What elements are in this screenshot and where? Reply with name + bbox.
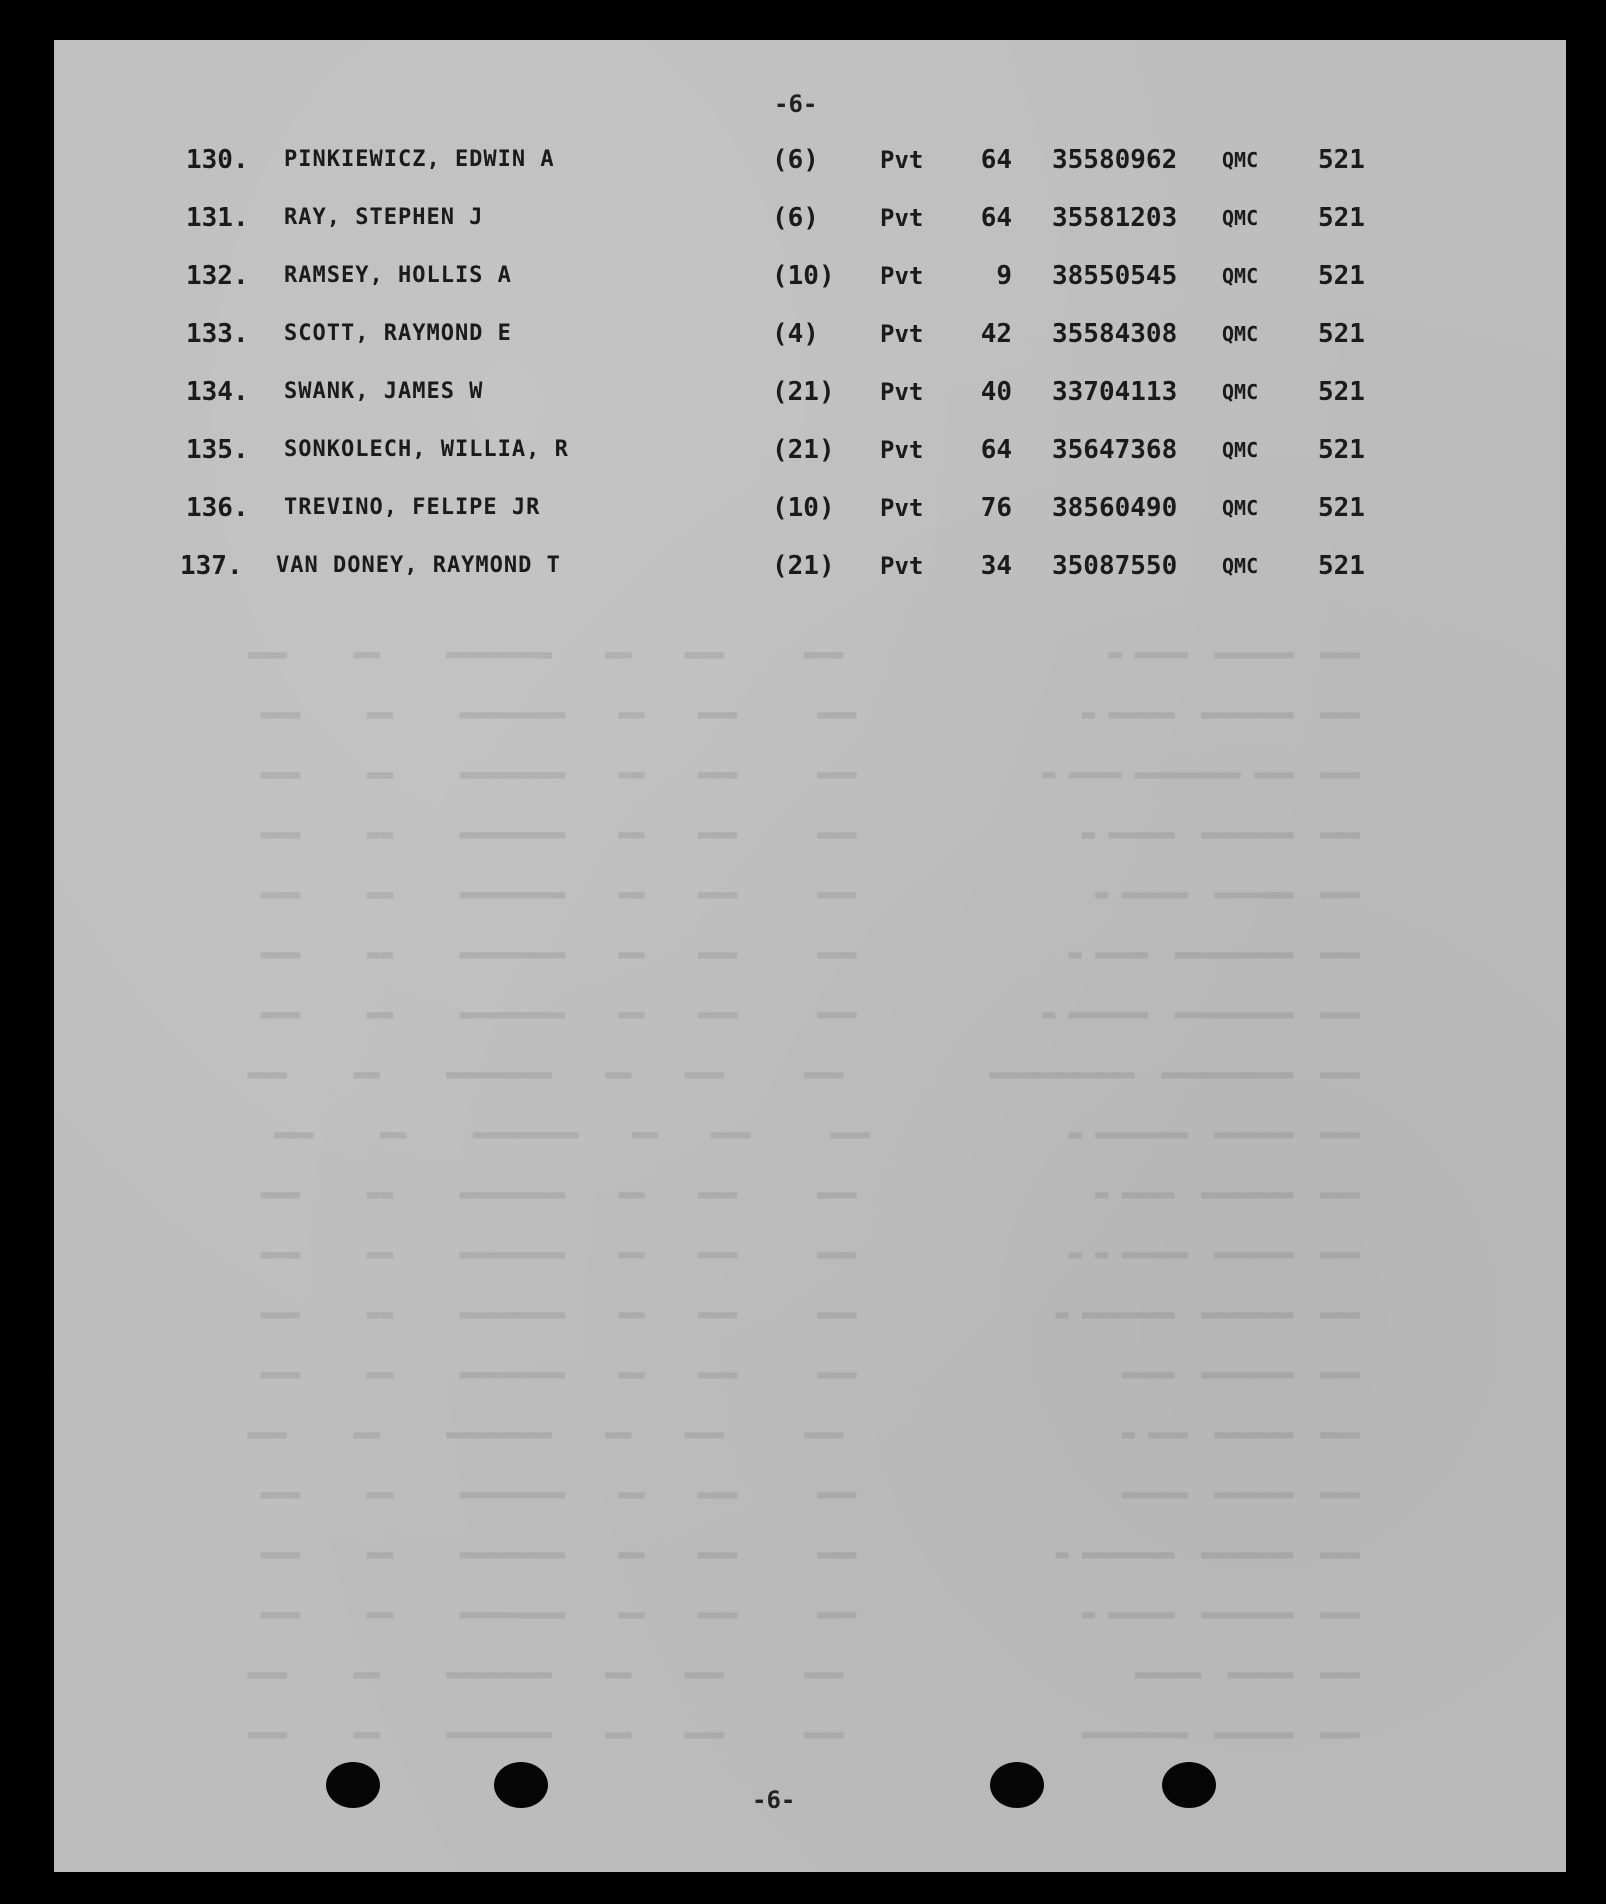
soldier-name: SCOTT, RAYMOND E — [284, 321, 512, 346]
row-number: 136. — [186, 493, 249, 523]
code: (10) — [772, 493, 835, 523]
table-row — [0, 430, 1606, 470]
table-row — [0, 546, 1606, 586]
number-field: 42 — [980, 319, 1012, 349]
row-number: 133. — [186, 319, 249, 349]
row-number: 137. — [180, 551, 243, 581]
soldier-name: PINKIEWICZ, EDWIN A — [284, 147, 555, 172]
code: (6) — [772, 145, 819, 175]
arm-of-service: QMC — [1222, 264, 1259, 288]
number-field: 64 — [980, 203, 1012, 233]
bleed-through-texture: ▬▬▬ ▬▬▬▬▬▬▬ ▬▬▬▬▬ ▬ ▬▬▬ ▬▬▬ ▬▬ ▬▬▬▬▬▬▬▬ ▬▬ ▬▬▬ — [260, 702, 1360, 727]
serial-number: 38560490 — [1052, 493, 1178, 523]
unit-number: 521 — [1318, 319, 1365, 349]
soldier-name: VAN DONEY, RAYMOND T — [276, 553, 561, 578]
grade: Pvt — [880, 494, 924, 522]
unit-number: 521 — [1318, 261, 1365, 291]
unit-number: 521 — [1318, 551, 1365, 581]
bleed-through-texture: ▬▬▬ ▬▬▬▬▬▬▬▬▬ ▬▬▬▬ ▬ ▬▬▬ ▬▬▬ ▬▬ ▬▬▬▬▬▬▬▬ ▬▬ ▬▬▬ — [260, 942, 1360, 967]
arm-of-service: QMC — [1222, 148, 1259, 172]
serial-number: 35580962 — [1052, 145, 1178, 175]
row-number: 130. — [186, 145, 249, 175]
row-number: 131. — [186, 203, 249, 233]
number-field: 64 — [980, 435, 1012, 465]
number-field: 64 — [980, 145, 1012, 175]
arm-of-service: QMC — [1222, 438, 1259, 462]
bleed-through-texture: ▬▬▬ ▬▬▬▬▬▬ ▬▬▬▬▬▬▬ ▬ ▬▬▬ ▬▬▬ ▬▬ ▬▬▬▬▬▬▬▬ ▬▬ ▬▬▬ — [273, 1122, 1360, 1147]
unit-number: 521 — [1318, 203, 1365, 233]
page-number-top: -6- — [774, 90, 818, 118]
soldier-name: SONKOLECH, WILLIA, R — [284, 437, 569, 462]
soldier-name: RAY, STEPHEN J — [284, 205, 484, 230]
soldier-name: TREVINO, FELIPE JR — [284, 495, 541, 520]
serial-number: 38550545 — [1052, 261, 1178, 291]
grade: Pvt — [880, 262, 924, 290]
soldier-name: RAMSEY, HOLLIS A — [284, 263, 512, 288]
grade: Pvt — [880, 204, 924, 232]
row-number: 134. — [186, 377, 249, 407]
grade: Pvt — [880, 320, 924, 348]
bleed-through-texture: ▬▬▬ ▬▬▬▬▬▬▬ ▬▬▬▬ ▬ ▬▬▬ ▬▬▬ ▬▬ ▬▬▬▬▬▬▬▬ ▬▬ ▬▬▬ — [260, 1182, 1360, 1207]
bleed-through-texture: ▬▬▬ ▬▬▬▬▬▬▬ ▬▬▬▬ ▬▬▬ ▬▬▬ ▬▬ ▬▬▬▬▬▬▬▬ ▬▬ ▬▬▬ — [260, 1362, 1360, 1387]
number-field: 76 — [980, 493, 1012, 523]
code: (21) — [772, 551, 835, 581]
serial-number: 35581203 — [1052, 203, 1178, 233]
bleed-through-texture: ▬▬▬ ▬▬▬▬▬▬ ▬▬▬▬▬ ▬ ▬▬▬ ▬▬▬ ▬▬ ▬▬▬▬▬▬▬▬ ▬▬ ▬▬▬ — [260, 882, 1360, 907]
serial-number: 35584308 — [1052, 319, 1178, 349]
table-row — [0, 314, 1606, 354]
arm-of-service: QMC — [1222, 554, 1259, 578]
serial-number: 35647368 — [1052, 435, 1178, 465]
bleed-through-texture: ▬▬▬ ▬▬▬▬▬▬▬ ▬▬▬▬▬▬▬ ▬ ▬▬▬ ▬▬▬ ▬▬ ▬▬▬▬▬▬▬▬ ▬▬ ▬▬▬ — [260, 1542, 1360, 1567]
bleed-through-texture: ▬▬▬ ▬▬▬▬▬ ▬▬▬▬▬ ▬▬▬ ▬▬▬ ▬▬ ▬▬▬▬▬▬▬▬ ▬▬ ▬▬▬ — [247, 1662, 1360, 1687]
code: (21) — [772, 377, 835, 407]
punch-hole — [494, 1762, 548, 1808]
bleed-through-texture: ▬▬▬ ▬▬▬▬▬▬ ▬▬▬▬▬ ▬▬▬ ▬▬▬ ▬▬ ▬▬▬▬▬▬▬▬ ▬▬ ▬▬▬ — [260, 1482, 1360, 1507]
table-row — [0, 198, 1606, 238]
number-field: 9 — [996, 261, 1012, 291]
bleed-through-texture: ▬▬▬ ▬▬▬▬▬▬ ▬▬▬▬▬▬▬▬ ▬▬▬ ▬▬▬ ▬▬ ▬▬▬▬▬▬▬▬ ▬▬ ▬▬▬ — [247, 1722, 1360, 1747]
soldier-name: SWANK, JAMES W — [284, 379, 484, 404]
code: (21) — [772, 435, 835, 465]
grade: Pvt — [880, 436, 924, 464]
bleed-through-texture: ▬▬▬ ▬▬▬▬▬▬▬ ▬▬▬▬▬ ▬ ▬▬▬ ▬▬▬ ▬▬ ▬▬▬▬▬▬▬▬ ▬▬ ▬▬▬ — [260, 822, 1360, 847]
grade: Pvt — [880, 146, 924, 174]
bleed-through-texture: ▬▬▬ ▬▬▬▬▬▬ ▬▬▬ ▬ ▬▬▬ ▬▬▬ ▬▬ ▬▬▬▬▬▬▬▬ ▬▬ ▬▬▬ — [247, 1422, 1360, 1447]
serial-number: 33704113 — [1052, 377, 1178, 407]
arm-of-service: QMC — [1222, 322, 1259, 346]
grade: Pvt — [880, 552, 924, 580]
unit-number: 521 — [1318, 377, 1365, 407]
table-row — [0, 140, 1606, 180]
unit-number: 521 — [1318, 435, 1365, 465]
bleed-through-texture: ▬▬▬ ▬▬▬▬▬▬ ▬▬▬▬ ▬ ▬▬▬ ▬▬▬ ▬▬ ▬▬▬▬▬▬▬▬ ▬▬ ▬▬▬ — [247, 642, 1360, 667]
row-number: 135. — [186, 435, 249, 465]
unit-number: 521 — [1318, 145, 1365, 175]
bleed-through-texture: ▬▬▬ ▬▬▬▬▬▬ ▬▬▬▬▬ ▬ ▬ ▬▬▬ ▬▬▬ ▬▬ ▬▬▬▬▬▬▬▬ ▬▬ ▬▬▬ — [260, 1242, 1360, 1267]
unit-number: 521 — [1318, 493, 1365, 523]
code: (4) — [772, 319, 819, 349]
table-row — [0, 488, 1606, 528]
bleed-through-texture: ▬▬▬ ▬▬▬▬▬▬▬ ▬▬▬▬▬▬▬ ▬ ▬▬▬ ▬▬▬ ▬▬ ▬▬▬▬▬▬▬▬ ▬▬ ▬▬▬ — [260, 1302, 1360, 1327]
bleed-through-texture: ▬▬▬ ▬▬▬▬▬▬▬▬▬▬ ▬▬▬▬▬▬▬▬▬▬▬ ▬▬▬ ▬▬▬ ▬▬ ▬▬▬▬▬▬▬▬ ▬▬ ▬▬▬ — [247, 1062, 1360, 1087]
arm-of-service: QMC — [1222, 496, 1259, 520]
bleed-through-texture: ▬▬▬ ▬▬▬▬▬▬▬▬▬ ▬▬▬▬▬▬ ▬ ▬▬▬ ▬▬▬ ▬▬ ▬▬▬▬▬▬▬▬ ▬▬ ▬▬▬ — [260, 1002, 1360, 1027]
page-number-bottom: -6- — [752, 1786, 796, 1814]
code: (6) — [772, 203, 819, 233]
number-field: 34 — [980, 551, 1012, 581]
row-number: 132. — [186, 261, 249, 291]
table-row — [0, 372, 1606, 412]
number-field: 40 — [980, 377, 1012, 407]
punch-hole — [1162, 1762, 1216, 1808]
punch-hole — [326, 1762, 380, 1808]
arm-of-service: QMC — [1222, 380, 1259, 404]
bleed-through-texture: ▬▬▬ ▬▬▬ ▬▬▬▬▬▬▬▬ ▬▬▬▬ ▬ ▬▬▬ ▬▬▬ ▬▬ ▬▬▬▬▬▬▬▬ ▬▬ ▬▬▬ — [260, 762, 1360, 787]
arm-of-service: QMC — [1222, 206, 1259, 230]
table-row — [0, 256, 1606, 296]
grade: Pvt — [880, 378, 924, 406]
bleed-through-texture: ▬▬▬ ▬▬▬▬▬▬▬ ▬▬▬▬▬ ▬ ▬▬▬ ▬▬▬ ▬▬ ▬▬▬▬▬▬▬▬ ▬▬ ▬▬▬ — [260, 1602, 1360, 1627]
punch-hole — [990, 1762, 1044, 1808]
code: (10) — [772, 261, 835, 291]
serial-number: 35087550 — [1052, 551, 1178, 581]
